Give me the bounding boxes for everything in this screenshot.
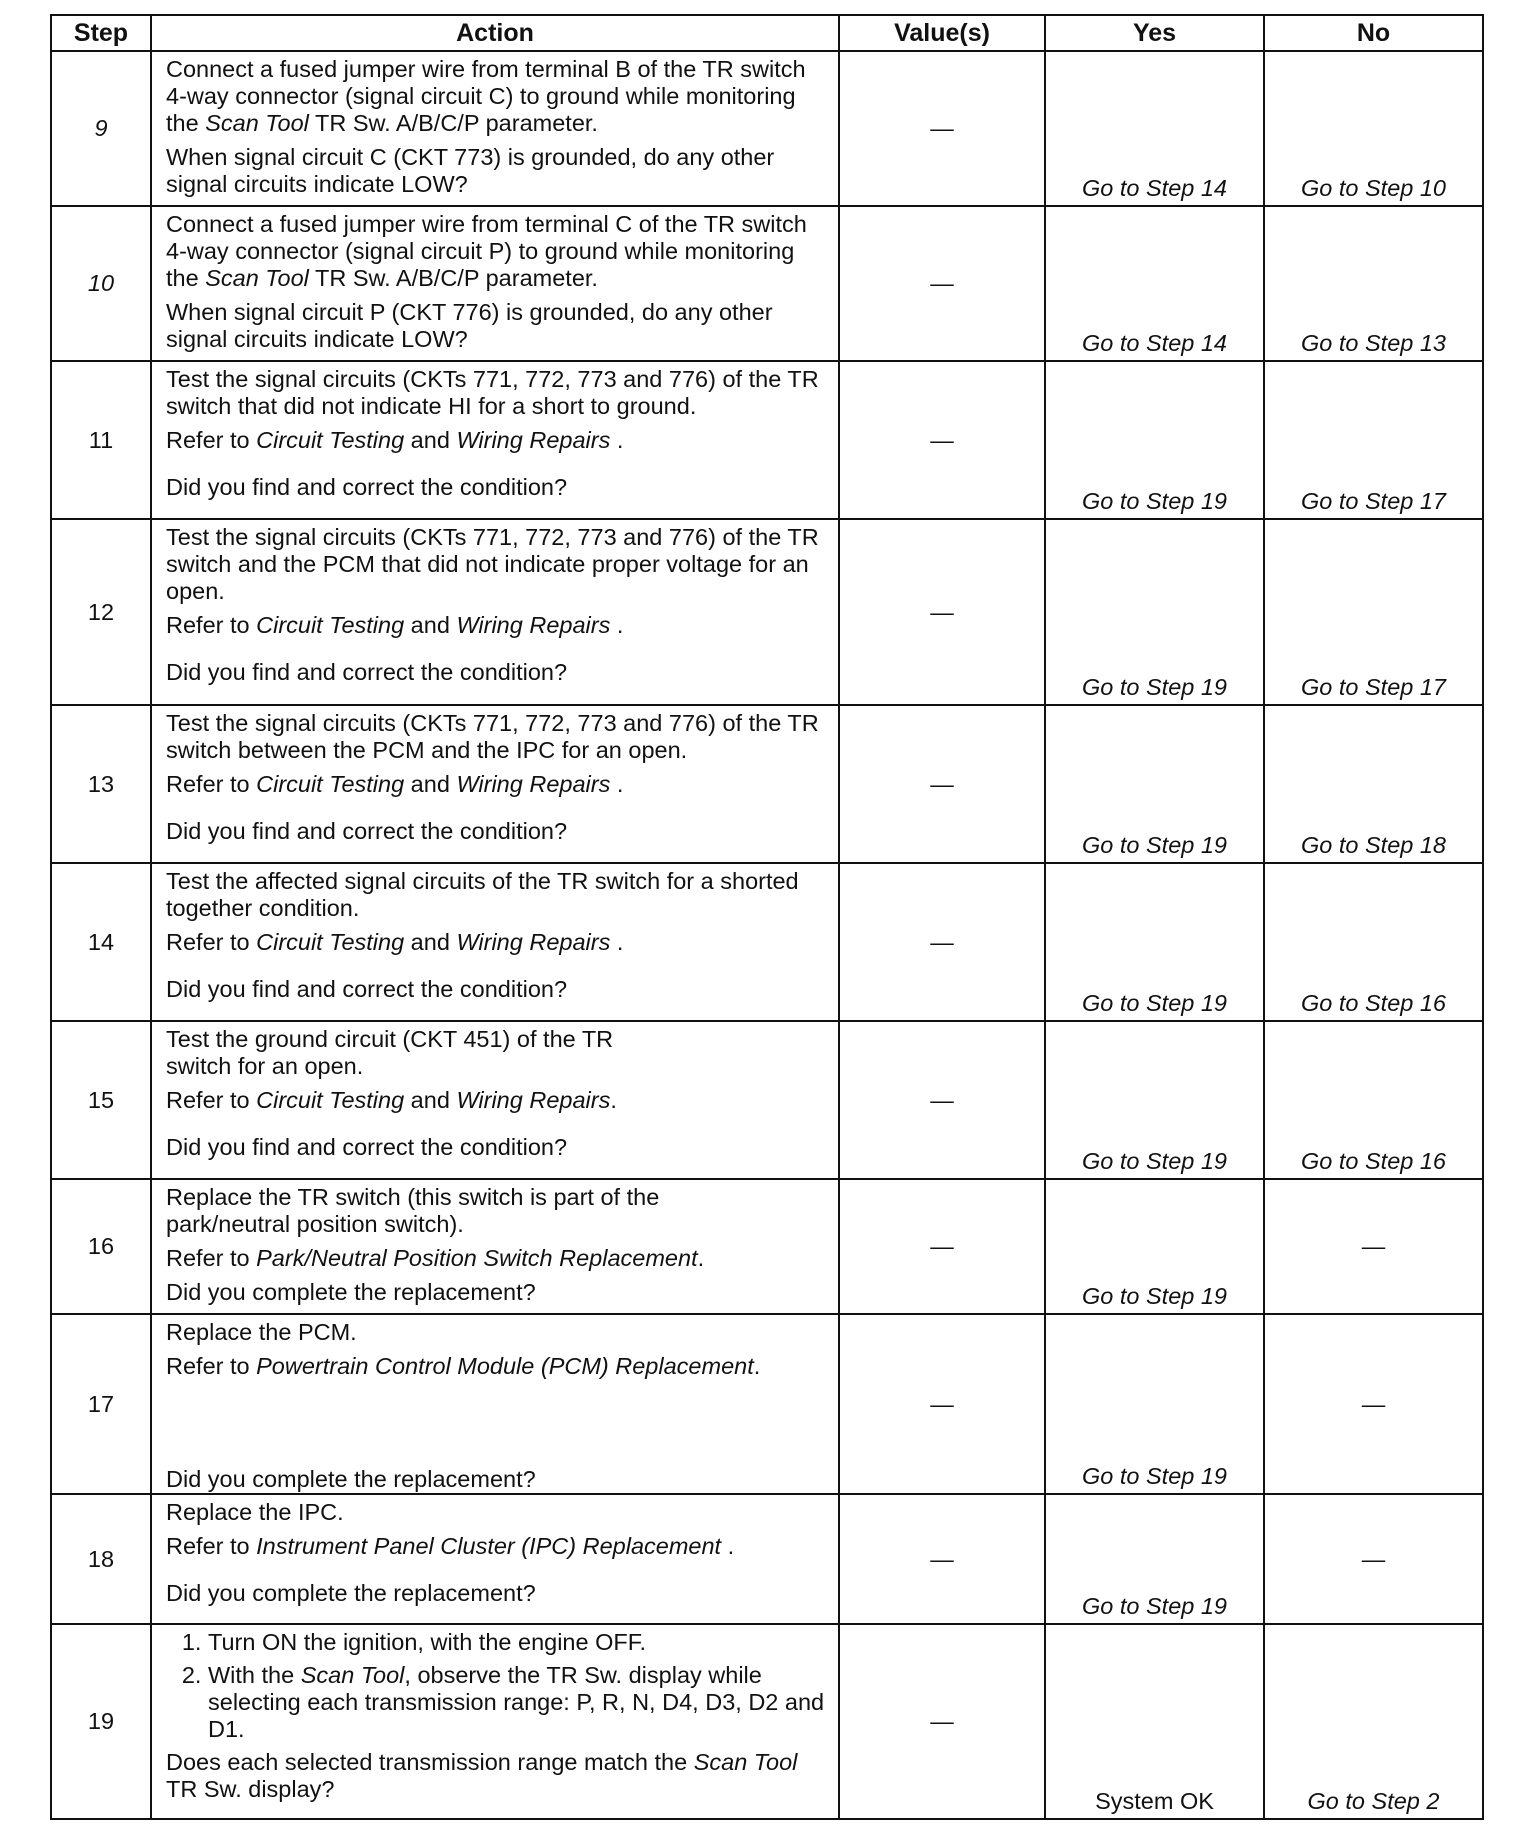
table-row [51,519,1483,705]
action-text: Test the affected signal circuits of the TR switch for a shorted together condition. [166,868,799,921]
action-question: Did you find and correct the condition? [166,818,568,844]
action-question: When signal circuit P (CKT 776) is grounded, do any other signal circuits indicate LOW? [166,299,773,352]
action-cell [151,51,839,206]
action-reference: Refer to Instrument Panel Cluster (IPC) Replacement . [166,1533,735,1559]
action-cell [151,1624,839,1819]
list-item: 2. With the Scan Tool, observe the TR Sw. display while selecting each transmission range: P, R, N, D4, D3, D2 and D1. [208,1662,828,1743]
step-number: 17 [51,1314,151,1494]
no-cell: Go to Step 13 [1264,206,1483,361]
action-question: Did you find and correct the condition? [166,976,568,1002]
action-question: Does each selected transmission range match the Scan Tool TR Sw. display? [166,1749,798,1802]
yes-cell: Go to Step 14 [1045,51,1264,206]
action-cell [151,1021,839,1179]
yes-cell: Go to Step 19 [1045,705,1264,863]
action-reference: Refer to Park/Neutral Position Switch Replacement. [166,1245,705,1271]
action-question: Did you find and correct the condition? [166,1134,568,1160]
action-text: Connect a fused jumper wire from terminal B of the TR switch 4-way connector (signal circuit C) to ground while monitoring the Scan Tool TR Sw. A/B/C/P parameter. [166,56,806,136]
yes-cell: Go to Step 19 [1045,1179,1264,1314]
value-cell: — [839,1314,1045,1494]
yes-cell: Go to Step 19 [1045,1314,1264,1494]
action-cell [151,705,839,863]
action-cell [151,206,839,361]
action-question: When signal circuit C (CKT 773) is grounded, do any other signal circuits indicate LOW? [166,144,775,197]
step-number: 18 [51,1494,151,1624]
action-reference: Refer to Powertrain Control Module (PCM) Replacement. [166,1353,761,1379]
action-reference: Refer to Circuit Testing and Wiring Repairs. [166,1087,617,1113]
table-row [51,1314,1483,1494]
step-number: 11 [51,361,151,519]
value-cell: — [839,863,1045,1021]
action-reference: Refer to Circuit Testing and Wiring Repairs . [166,427,624,453]
no-cell: Go to Step 17 [1264,361,1483,519]
step-number: 19 [51,1624,151,1819]
no-cell: — [1264,1314,1483,1494]
header-row [51,15,1483,51]
action-cell [151,519,839,705]
instruction-list [166,1629,828,1743]
yes-cell: Go to Step 19 [1045,519,1264,705]
value-cell: — [839,1179,1045,1314]
action-text: Replace the PCM. [166,1319,357,1345]
step-number: 13 [51,705,151,863]
action-text: Test the signal circuits (CKTs 771, 772, 773 and 776) of the TR switch between the PCM and the IPC for an open. [166,710,819,763]
step-number: 15 [51,1021,151,1179]
action-cell [151,1494,839,1624]
table-row [51,206,1483,361]
no-cell: Go to Step 10 [1264,51,1483,206]
value-cell: — [839,705,1045,863]
table-row [51,705,1483,863]
action-reference: Refer to Circuit Testing and Wiring Repairs . [166,929,624,955]
diagnostic-table [50,14,1484,1820]
step-number: 12 [51,519,151,705]
value-cell: — [839,1624,1045,1819]
value-cell: — [839,1021,1045,1179]
yes-cell: Go to Step 19 [1045,1021,1264,1179]
header-no: No [1264,15,1483,51]
action-cell [151,863,839,1021]
table-row [51,1179,1483,1314]
action-text: Connect a fused jumper wire from terminal C of the TR switch 4-way connector (signal circuit P) to ground while monitoring the Scan Tool TR Sw. A/B/C/P parameter. [166,211,807,291]
action-text: Replace the TR switch (this switch is part of the park/neutral position switch). [166,1184,660,1237]
header-action: Action [151,15,839,51]
table-row [51,51,1483,206]
action-question: Did you complete the replacement? [166,1580,536,1606]
yes-cell: Go to Step 14 [1045,206,1264,361]
no-cell: — [1264,1179,1483,1314]
table-row [51,1494,1483,1624]
action-question: Did you complete the replacement? [166,1466,536,1492]
no-cell: Go to Step 16 [1264,863,1483,1021]
action-question: Did you complete the replacement? [166,1279,536,1305]
value-cell: — [839,361,1045,519]
action-text: Replace the IPC. [166,1499,344,1525]
action-question: Did you find and correct the condition? [166,474,568,500]
value-cell: — [839,206,1045,361]
value-cell: — [839,51,1045,206]
action-cell [151,361,839,519]
table-row [51,1624,1483,1819]
yes-cell: Go to Step 19 [1045,863,1264,1021]
value-cell: — [839,1494,1045,1624]
yes-cell: System OK [1045,1624,1264,1819]
header-step: Step [51,15,151,51]
table-row [51,361,1483,519]
no-cell: Go to Step 2 [1264,1624,1483,1819]
action-reference: Refer to Circuit Testing and Wiring Repairs . [166,771,624,797]
action-cell [151,1314,839,1494]
yes-cell: Go to Step 19 [1045,1494,1264,1624]
step-number: 9 [51,51,151,206]
action-text: Test the ground circuit (CKT 451) of the TR switch for an open. [166,1026,614,1079]
action-reference: Refer to Circuit Testing and Wiring Repairs . [166,612,624,638]
no-cell: Go to Step 17 [1264,519,1483,705]
action-question: Did you find and correct the condition? [166,659,568,685]
yes-cell: Go to Step 19 [1045,361,1264,519]
table-row [51,1021,1483,1179]
action-cell [151,1179,839,1314]
table-row [51,863,1483,1021]
step-number: 16 [51,1179,151,1314]
no-cell: — [1264,1494,1483,1624]
list-item: 1. Turn ON the ignition, with the engine OFF. [208,1629,828,1656]
no-cell: Go to Step 16 [1264,1021,1483,1179]
step-number: 14 [51,863,151,1021]
action-text: Test the signal circuits (CKTs 771, 772, 773 and 776) of the TR switch and the PCM that did not indicate proper voltage for an open. [166,524,819,604]
step-number: 10 [51,206,151,361]
action-text: Test the signal circuits (CKTs 771, 772, 773 and 776) of the TR switch that did not indicate HI for a short to ground. [166,366,819,419]
no-cell: Go to Step 18 [1264,705,1483,863]
header-yes: Yes [1045,15,1264,51]
header-values: Value(s) [839,15,1045,51]
value-cell: — [839,519,1045,705]
